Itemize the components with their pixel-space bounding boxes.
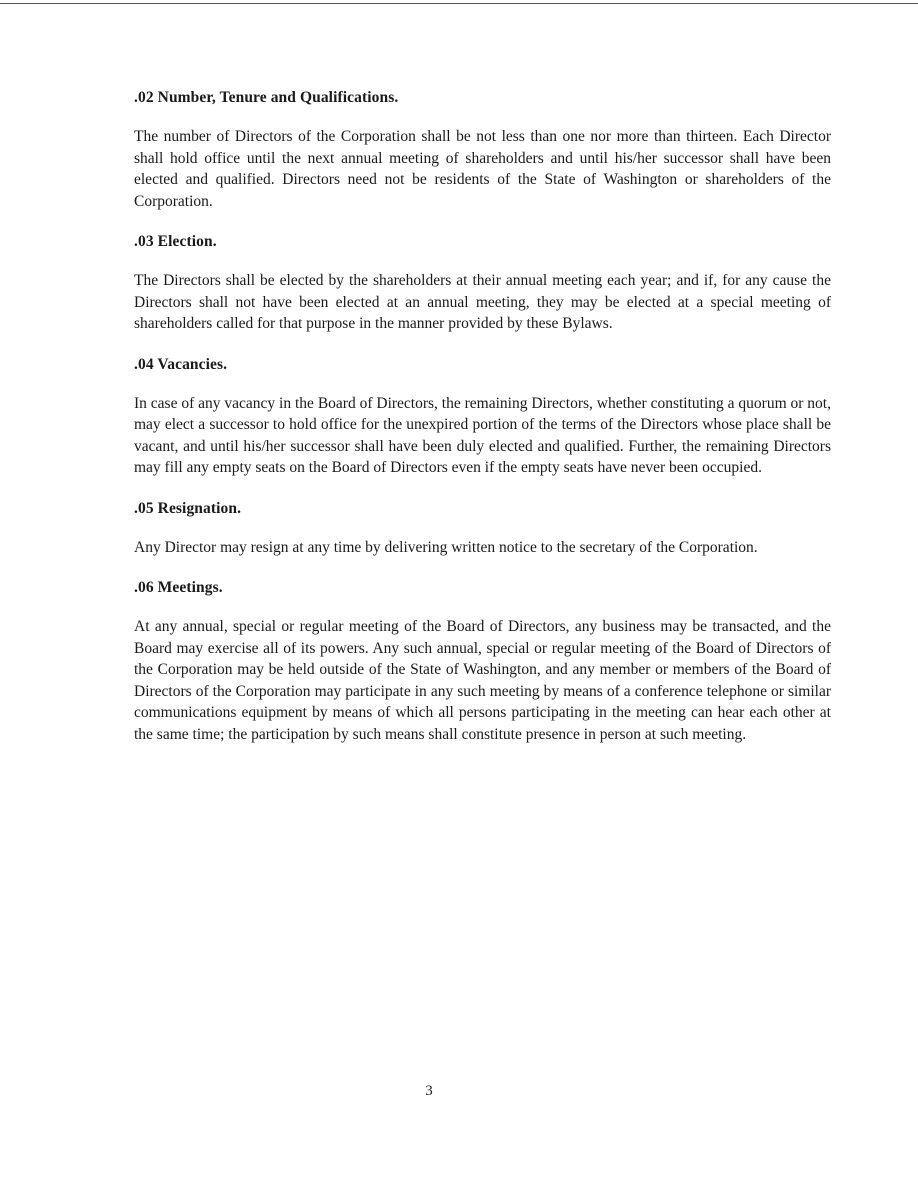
section-paragraph: In case of any vacancy in the Board of Directors, the remaining Directors, whether constituting a quorum or not, may elect a successor to hold office for the unexpired portion of the terms of the Directors whose place shall be vacant, and until his/her successor shall have been duly elected and qualified. Further, the remaining Directors may fill any empty seats on the Board of Directors even if the empty seats have never been occupied. [134,394,831,476]
section-heading: .03 Election. [134,233,217,250]
document-body [134,88,831,765]
section-heading: .04 Vacancies. [134,355,228,373]
section-paragraph: At any annual, special or regular meeting of the Board of Directors, any business may be transacted, and the Board may exercise all of its powers. Any such annual, special or regular meeting of the Board of Directors of the Corporation may be held outside of the State of Washington, and any member or members of the Board of Directors of the Corporation may participate in any such meeting by means of a conference telephone or similar communications equipment by means of which all persons participating in the meeting can hear each other at the same time; the participation by such means shall constitute presence in person at such meeting. [134,618,831,743]
section-vacancies [134,355,831,479]
section-paragraph: The Directors shall be elected by the shareholders at their annual meeting each year; and if, for any cause the Directors shall not have been elected at an annual meeting, they may be elected at a special meeting of shareholders called for that purpose in the manner provided by these Bylaws. [134,272,831,332]
section-resignation [134,499,831,559]
section-heading: .06 Meetings. [134,579,223,596]
section-paragraph: Any Director may resign at any time by delivering written notice to the secretary of the Corporation. [134,538,758,556]
section-number-tenure-qualifications [134,88,831,212]
section-heading: .02 Number, Tenure and Qualifications. [134,89,399,106]
section-election [134,232,831,335]
page-number: 3 [425,1083,433,1099]
section-meetings [134,578,831,745]
page-top-edge [0,3,918,4]
section-paragraph: The number of Directors of the Corporation shall be not less than one nor more than thirteen. Each Director shall hold office until the next annual meeting of shareholders and until his/her successor shall have been elected and qualified. Directors need not be residents of the State of Washington or shareholders of the Corporation. [134,128,831,210]
section-heading: .05 Resignation. [134,499,242,517]
